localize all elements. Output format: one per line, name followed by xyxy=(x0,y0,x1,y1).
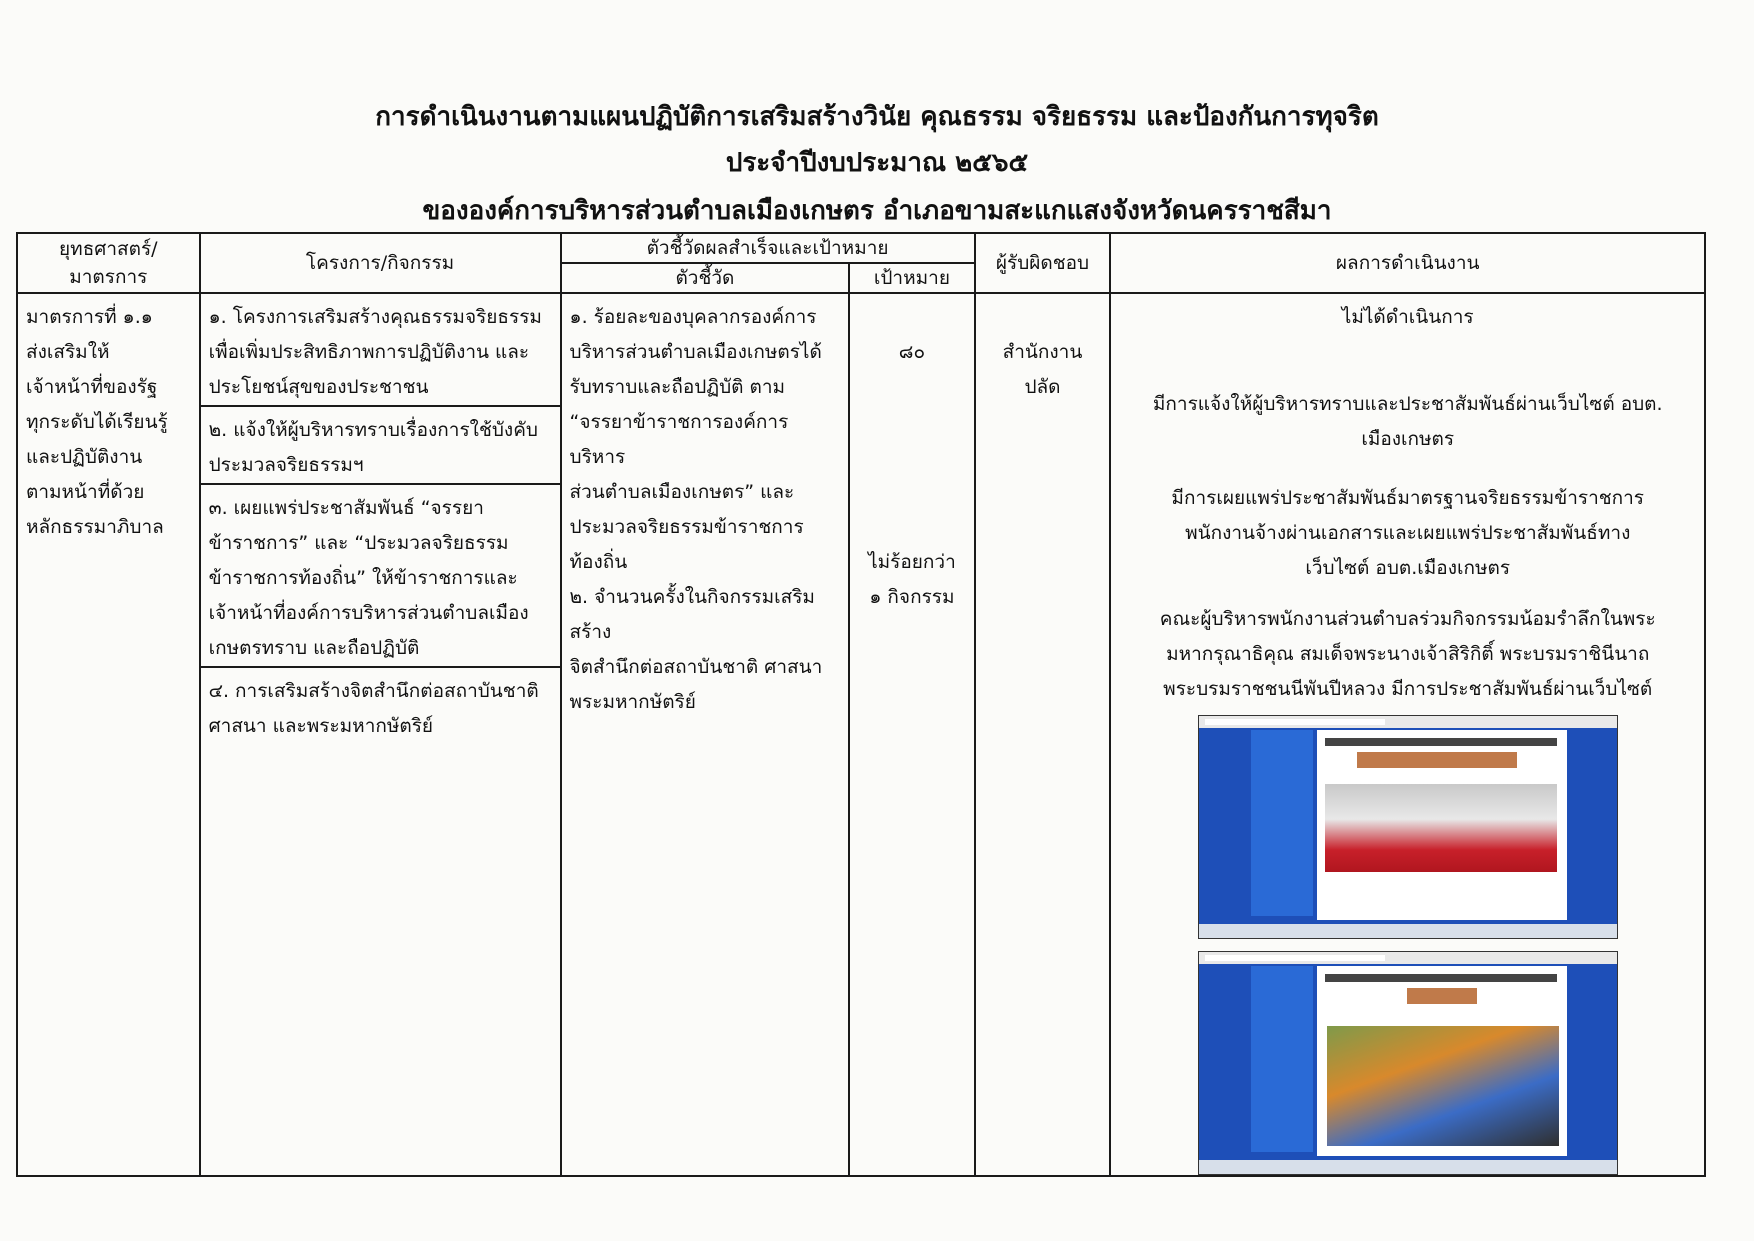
project-item-1: ๑. โครงการเสริมสร้างคุณธรรมจริยธรรม เพื่อเพิ่มประสิทธิภาพการปฏิบัติงาน และ ประโยชน์สุขของประชาชน xyxy=(201,294,560,407)
project-item-4: ๔. การเสริมสร้างจิตสำนึกต่อสถาบันชาติ ศาสนา และพระมหากษัตริย์ xyxy=(208,680,539,737)
responsible-cell: สำนักงาน ปลัด xyxy=(975,293,1111,1176)
target-2-line-2: ๑ กิจกรรม xyxy=(869,586,955,608)
target-cell xyxy=(849,293,974,1176)
header-indicator: ตัวชี้วัด xyxy=(561,263,850,293)
header-strategy: ยุทธศาสตร์/ มาตรการ xyxy=(17,233,200,293)
result-4: คณะผู้บริหารพนักงานส่วนตำบลร่วมกิจกรรมน้อมรำลึกในพระ มหากรุณาธิคุณ สมเด็จพระนางเจ้าสิริกิติ์ พระบรมราชินีนาถ พระบรมราชชนนีพันปีหลวง มีการประชาสัมพันธ์ผ่านเว็บไซต์ xyxy=(1159,608,1656,700)
document-title: การดำเนินงานตามแผนปฏิบัติการเสริมสร้างวินัย คุณธรรม จริยธรรม และป้องกันการทุจริต xyxy=(375,102,1379,132)
organization-title: ขององค์การบริหารส่วนตำบลเมืองเกษตร อำเภอขามสะแกแสงจังหวัดนครราชสีมา xyxy=(422,196,1332,226)
ceremony-photo xyxy=(1325,784,1557,872)
result-1: ไม่ได้ดำเนินการ xyxy=(1341,306,1474,328)
header-result: ผลการดำเนินงาน xyxy=(1110,233,1705,293)
indicators-cell: ๑. ร้อยละของบุคลากรองค์การ บริหารส่วนตำบลเมืองเกษตรได้ รับทราบและถือปฏิบัติ ตาม “จรรยาข้าราชการองค์การบริหาร ส่วนตำบลเมืองเกษตร” และ ประมวลจริยธรรมข้าราชการ ท้องถิ่น ๒. จำนวนครั้งในกิจกรรมเสริมสร้าง จิตสำนึกต่อสถาบันชาติ ศาสนา พระมหากษัตริย์ xyxy=(561,293,850,1176)
header-project: โครงการ/กิจกรรม xyxy=(200,233,561,293)
activity-photo xyxy=(1327,1026,1559,1146)
target-2-line-1: ไม่ร้อยกว่า xyxy=(868,551,956,573)
header-target: เป้าหมาย xyxy=(849,263,974,293)
project-item-2: ๒. แจ้งให้ผู้บริหารทราบเรื่องการใช้บังคับ ประมวลจริยธรรมฯ xyxy=(201,407,560,485)
table-row xyxy=(17,293,1705,1176)
fiscal-year-title: ประจำปีงบประมาณ ๒๕๖๕ xyxy=(725,148,1029,178)
project-item-3: ๓. เผยแพร่ประชาสัมพันธ์ “จรรยา ข้าราชการ” และ “ประมวลจริยธรรม ข้าราชการท้องถิ่น” ให้ข้าราชการและ เจ้าหน้าที่องค์การบริหารส่วนตำบลเมือง เกษตรทราบ และถือปฏิบัติ xyxy=(201,485,560,668)
header-row-1 xyxy=(17,233,1705,263)
result-2: มีการแจ้งให้ผู้บริหารทราบและประชาสัมพันธ์ผ่านเว็บไซต์ อบต. เมืองเกษตร xyxy=(1152,393,1663,450)
website-screenshot-1 xyxy=(1198,715,1618,939)
result-3: มีการเผยแพร่ประชาสัมพันธ์มาตรฐานจริยธรรมข้าราชการ พนักงานจ้างผ่านเอกสารและเผยแพร่ประชาสัมพันธ์ทาง เว็บไซต์ อบต.เมืองเกษตร xyxy=(1171,487,1645,579)
target-1: ๘๐ xyxy=(898,341,926,363)
results-cell xyxy=(1110,293,1705,1176)
header-responsible: ผู้รับผิดชอบ xyxy=(975,233,1111,293)
website-screenshot-2 xyxy=(1198,951,1618,1175)
projects-cell xyxy=(200,293,561,1176)
plan-table xyxy=(16,232,1706,1177)
strategy-cell: มาตรการที่ ๑.๑ ส่งเสริมให้ เจ้าหน้าที่ของรัฐ ทุกระดับได้เรียนรู้ และปฏิบัติงาน ตามหน้าที่ด้วย หลักธรรมาภิบาล xyxy=(17,293,200,1176)
header-indicator-group: ตัวชี้วัดผลสำเร็จและเป้าหมาย xyxy=(561,233,975,263)
